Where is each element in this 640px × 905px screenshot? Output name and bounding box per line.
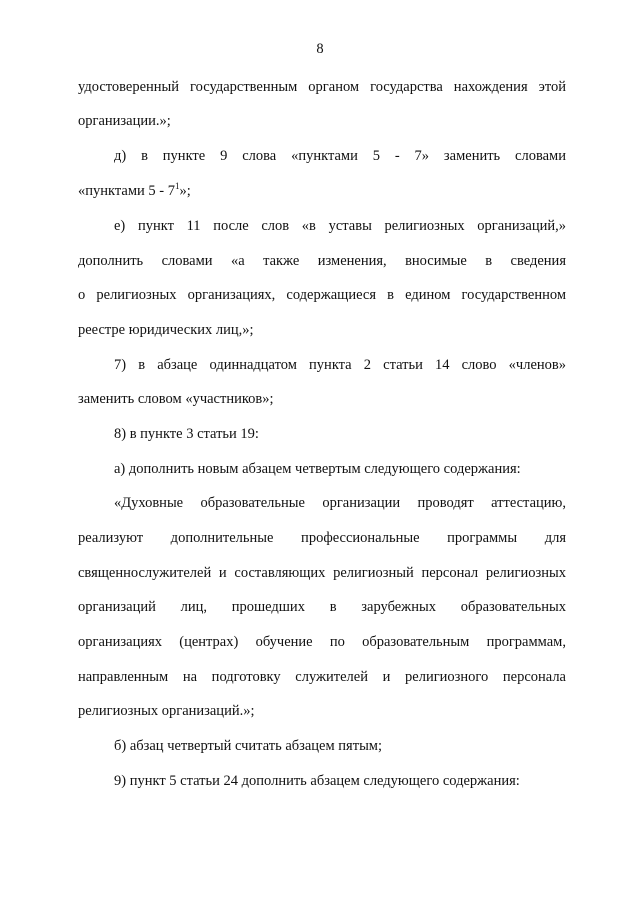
text-line-2: организации.»; — [78, 113, 171, 129]
text-line-21: 9) пункт 5 статьи 24 дополнить абзацем следующего содержания: — [114, 773, 520, 789]
text-line-7: о религиозных организациях, содержащиеся в едином государственном — [78, 287, 566, 303]
text-line-16: организаций лиц, прошедших в зарубежных образовательных — [78, 599, 566, 615]
text-line-9: 7) в абзаце одиннадцатом пункта 2 статьи 14 слово «членов» — [114, 357, 566, 373]
text-line-11: 8) в пункте 3 статьи 19: — [114, 426, 259, 442]
text-line-18: направленным на подготовку служителей и религиозного персонала — [78, 669, 566, 685]
text-line-6: дополнить словами «а также изменения, вносимые в сведения — [78, 253, 566, 269]
text-line-4-main: «пунктами 5 - 7 — [78, 183, 175, 199]
text-line-8: реестре юридических лиц,»; — [78, 322, 254, 338]
text-line-15: священнослужителей и составляющих религиозный персонал религиозных — [78, 565, 566, 581]
text-line-10: заменить словом «участников»; — [78, 391, 274, 407]
text-line-4-end: »; — [179, 183, 191, 199]
text-line-4 — [78, 182, 191, 200]
text-line-17: организациях (центрах) обучение по образовательным программам, — [78, 634, 566, 650]
text-line-14: реализуют дополнительные профессиональные программы для — [78, 530, 566, 546]
text-line-13: «Духовные образовательные организации проводят аттестацию, — [114, 495, 566, 511]
text-line-5: е) пункт 11 после слов «в уставы религиозных организаций,» — [114, 218, 566, 234]
text-line-12: а) дополнить новым абзацем четвертым следующего содержания: — [114, 461, 521, 477]
text-line-3: д) в пункте 9 слова «пунктами 5 - 7» заменить словами — [114, 148, 566, 164]
text-line-1: удостоверенный государственным органом государства нахождения этой — [78, 79, 566, 95]
text-line-20: б) абзац четвертый считать абзацем пятым; — [114, 738, 383, 754]
text-line-19: религиозных организаций.»; — [78, 703, 255, 719]
page-number: 8 — [316, 41, 324, 57]
superscript-1: 1 — [174, 181, 180, 191]
